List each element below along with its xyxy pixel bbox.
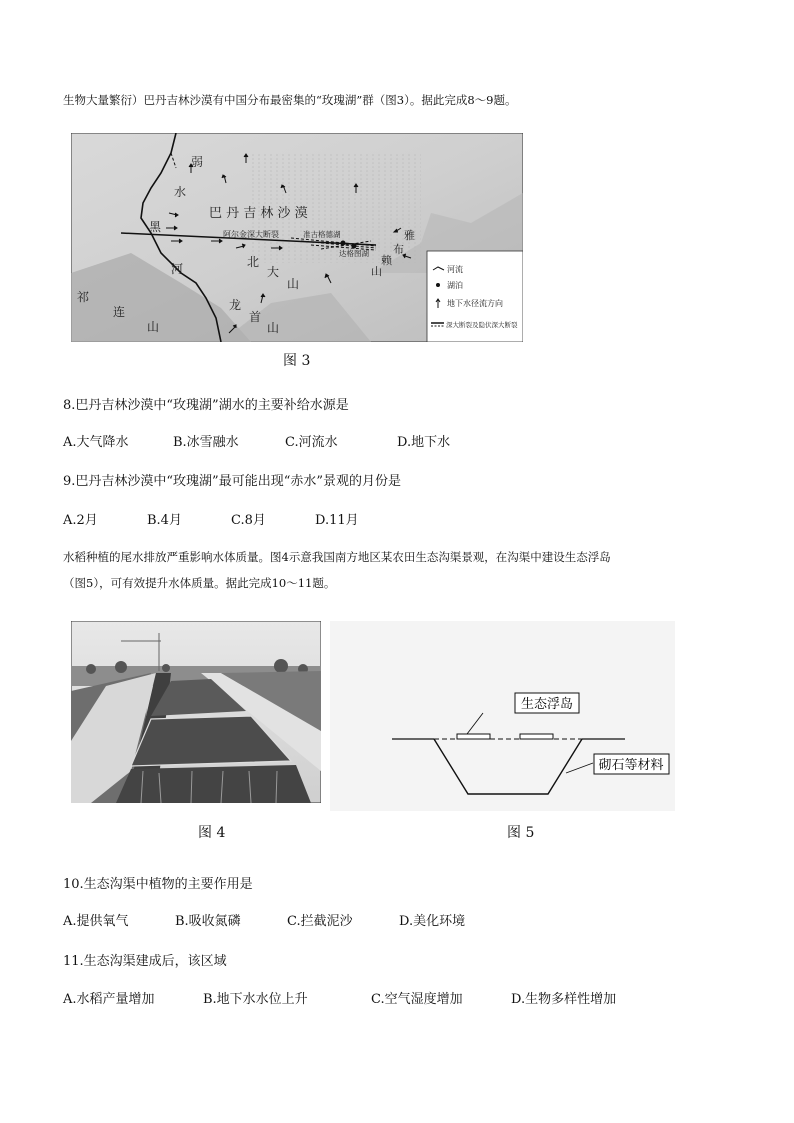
map-label-lake2: 达格图湖 bbox=[339, 249, 369, 258]
question-9-options bbox=[63, 509, 359, 528]
question-11-stem: 11.生态沟渠建成后，该区域 bbox=[63, 954, 227, 969]
map-label-lake1: 准古格德湖 bbox=[303, 230, 341, 239]
q8-option-b: B.冰雪融水 bbox=[173, 435, 239, 450]
legend-lake: 湖泊 bbox=[447, 281, 463, 290]
map-label-long: 龙 bbox=[229, 298, 242, 312]
map-label-da: 大 bbox=[267, 265, 280, 279]
q10-option-a: A.提供氧气 bbox=[63, 914, 129, 929]
question-8-stem: 8.巴丹吉林沙漠中“玫瑰湖”湖水的主要补给水源是 bbox=[63, 398, 349, 413]
q11-option-c: C.空气湿度增加 bbox=[371, 992, 463, 1007]
question-8-options bbox=[63, 431, 450, 450]
map-legend bbox=[427, 251, 523, 342]
q8-option-a: A.大气降水 bbox=[63, 435, 129, 450]
q10-option-c: C.拦截泥沙 bbox=[287, 914, 353, 929]
figure-4-caption: 图 4 bbox=[198, 825, 226, 841]
map-label-lian: 连 bbox=[113, 305, 126, 319]
map-label-shou: 首 bbox=[249, 310, 262, 324]
map-label-hei: 黑 bbox=[149, 220, 162, 234]
map-label-ya: 雅 bbox=[404, 229, 415, 242]
question-11-options bbox=[63, 988, 616, 1007]
q11-option-a: A.水稻产量增加 bbox=[63, 992, 155, 1007]
map-label-badain: 巴 丹 吉 林 沙 漠 bbox=[209, 206, 308, 221]
q11-option-b: B.地下水水位上升 bbox=[203, 992, 308, 1007]
map-label-qi: 祁 bbox=[77, 290, 90, 304]
map-label-fault: 阿尔金深大断裂 bbox=[223, 230, 279, 239]
map-label-shan-l: 山 bbox=[147, 320, 160, 334]
map-label-bei: 北 bbox=[247, 255, 260, 269]
legend-groundwater: 地下水径流方向 bbox=[447, 299, 503, 308]
question-10-stem: 10.生态沟渠中植物的主要作用是 bbox=[63, 877, 253, 892]
legend-fault: 深大断裂及隐伏深大断裂 bbox=[446, 321, 518, 329]
figure-5-caption: 图 5 bbox=[507, 825, 535, 841]
figure-3-map bbox=[71, 133, 523, 342]
map-label-ruo: 弱 bbox=[191, 155, 204, 169]
q10-option-d: D.美化环境 bbox=[399, 914, 466, 929]
intro-text: 生物大量繁衍）巴丹吉林沙漠有中国分布最密集的“玫瑰湖”群（图3）。据此完成8～9题。 bbox=[63, 93, 517, 107]
intro2-line2: （图5），可有效提升水体质量。据此完成10～11题。 bbox=[63, 576, 336, 590]
map-label-lai: 赖 bbox=[381, 254, 392, 267]
q8-option-c: C.河流水 bbox=[285, 435, 338, 450]
intro2-line1: 水稻种植的尾水排放严重影响水体质量。图4示意我国南方地区某农田生态沟渠景观，在沟渠中建设生态浮岛 bbox=[63, 550, 611, 564]
q9-option-b: B.4月 bbox=[147, 513, 182, 528]
map-label-he: 河 bbox=[171, 262, 184, 276]
q8-option-d: D.地下水 bbox=[397, 435, 451, 450]
question-10-options bbox=[63, 910, 465, 929]
lake-dot bbox=[352, 244, 357, 249]
legend-river: 河流 bbox=[447, 265, 463, 274]
map-label-bu: 布 bbox=[393, 243, 404, 256]
map-label-shan-m: 山 bbox=[287, 277, 300, 291]
island-label: 生态浮岛 bbox=[520, 697, 574, 712]
q10-option-b: B.吸收氮磷 bbox=[175, 914, 241, 929]
figure-4-photo bbox=[71, 621, 321, 803]
figure-3-caption: 图 3 bbox=[283, 353, 311, 369]
map-label-shan-b: 山 bbox=[267, 321, 280, 335]
q9-option-a: A.2月 bbox=[63, 513, 98, 528]
question-9-stem: 9.巴丹吉林沙漠中“玫瑰湖”最可能出现“赤水”景观的月份是 bbox=[63, 474, 401, 489]
map-label-shan-r: 山 bbox=[371, 265, 382, 278]
figure-5-diagram bbox=[330, 621, 675, 811]
q11-option-d: D.生物多样性增加 bbox=[511, 992, 617, 1007]
material-label: 砌石等材料 bbox=[598, 758, 664, 773]
lake-dot bbox=[341, 241, 346, 246]
q9-option-d: D.11月 bbox=[315, 513, 359, 528]
map-label-shui: 水 bbox=[174, 185, 187, 199]
q9-option-c: C.8月 bbox=[231, 513, 266, 528]
